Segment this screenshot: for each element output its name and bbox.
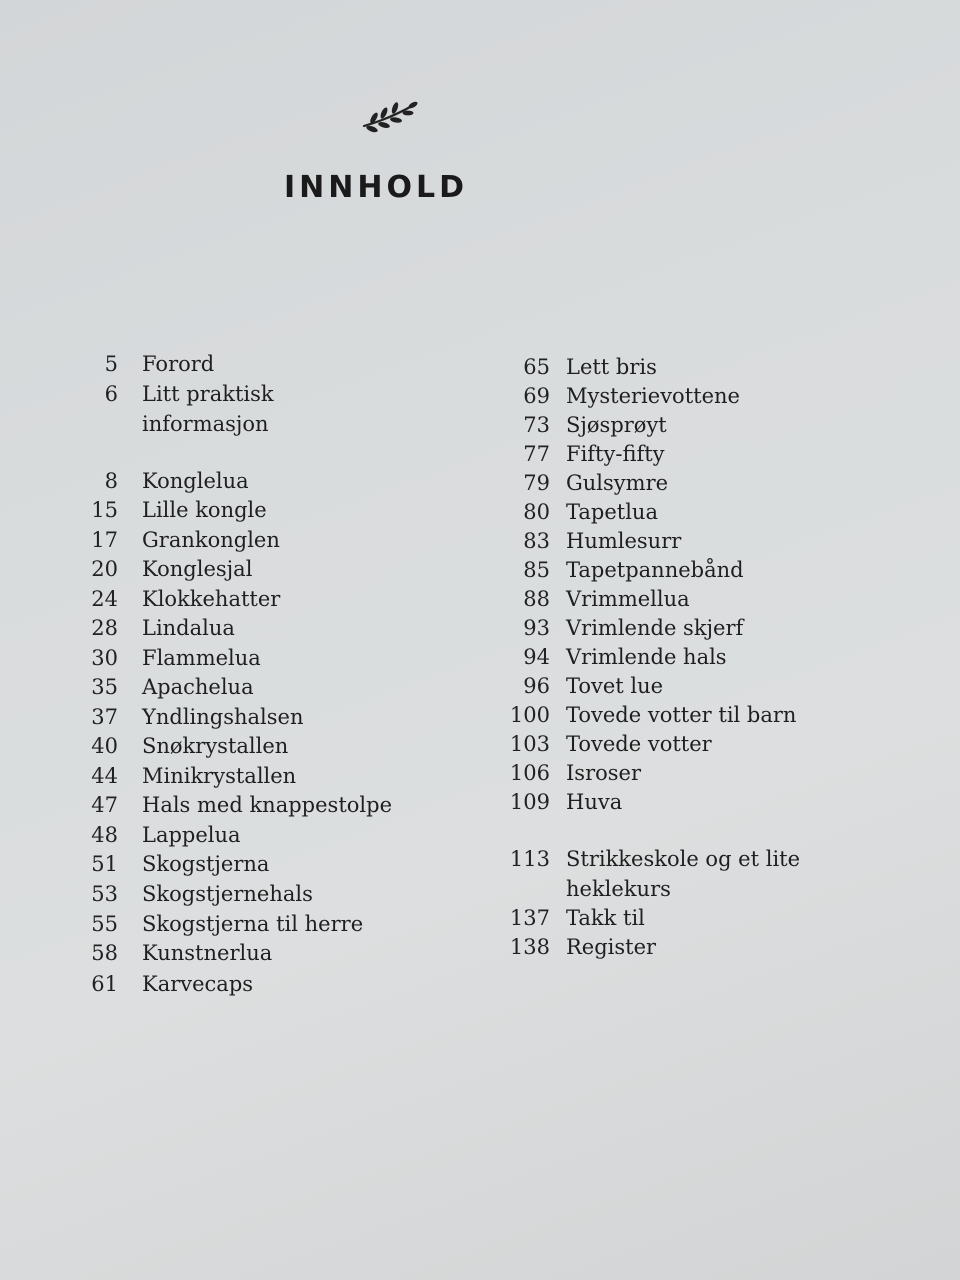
page-title: INNHOLD [284,170,469,205]
toc-entry-title [142,702,304,732]
toc-title-line: Litt praktisk [142,382,274,406]
toc-page-number: 103 [509,732,550,756]
toc-title-line: Gulsymre [566,471,669,495]
toc-title-line: Grankonglen [142,528,280,552]
toc-page-number: 106 [509,761,550,785]
toc-title-line: Strikkeskole og et lite [566,847,801,871]
toc-page-number: 28 [91,616,118,640]
toc-page-number: 35 [91,675,118,699]
toc-entry-title [566,497,658,527]
toc-entry-title [566,903,645,933]
toc-title-line: Sjøsprøyt [566,413,667,437]
toc-title-line: Lett bris [566,355,657,379]
toc-entry-title [566,729,712,759]
toc-title-line: Lappelua [142,823,241,847]
toc-entry-title [142,820,241,850]
toc-page-number: 79 [523,471,550,495]
toc-entry-title [566,932,656,962]
toc-page-number: 61 [91,972,118,996]
toc-entry-title [566,555,744,585]
toc-page-number: 96 [523,674,550,698]
toc-page-number: 8 [104,469,118,493]
toc-page-number: 6 [104,382,118,406]
toc-page-number: 55 [91,912,118,936]
toc-entry-title [142,584,280,614]
toc-title-line: Vrimmellua [566,587,690,611]
toc-title-line: Hals med knappestolpe [142,793,392,817]
toc-title-line: Minikrystallen [142,764,297,788]
toc-title-line: Tapetlua [566,500,658,524]
toc-page-number: 17 [91,528,118,552]
toc-title-line: Flammelua [142,646,261,670]
toc-entry-title [142,554,252,584]
toc-page-number: 80 [523,500,550,524]
toc-entry-title [142,379,274,439]
toc-title-line: Yndlingshalsen [142,705,304,729]
toc-title-line: heklekurs [566,877,671,901]
toc-entry-title [566,758,641,788]
toc-page-number: 85 [523,558,550,582]
toc-entry-title [566,584,690,614]
toc-title-line: Isroser [566,761,641,785]
toc-page-number: 109 [509,790,550,814]
toc-page-number: 69 [523,384,550,408]
toc-page-number: 5 [104,352,118,376]
toc-title-line: Skogstjerna til herre [142,912,364,936]
toc-title-line: Tovede votter [566,732,712,756]
toc-title-line: Konglelua [142,469,249,493]
toc-entry-title [142,790,392,820]
toc-title-line: Forord [142,352,215,376]
toc-entry-title [566,381,740,411]
toc-title-line: Apachelua [142,675,254,699]
toc-title-line: Skogstjernehals [142,882,313,906]
toc-title-line: Snøkrystallen [142,734,289,758]
toc-entry-title [566,844,800,904]
toc-title-line: Tovede votter til barn [566,703,797,727]
toc-entry-title [142,761,296,791]
toc-page-number: 137 [509,906,550,930]
toc-page-number: 24 [91,587,118,611]
toc-title-line: informasjon [142,412,269,436]
toc-entry-title [566,642,727,672]
toc-page-number: 83 [523,529,550,553]
toc-title-line: Lille kongle [142,498,267,522]
toc-page-number: 40 [91,734,118,758]
toc-entry-title [566,671,663,701]
toc-entry-title [142,879,313,909]
toc-entry-title [142,672,254,702]
olive-sprig-icon [358,98,418,138]
toc-entry-title [566,352,657,382]
toc-page-number: 53 [91,882,118,906]
toc-page-number: 138 [509,935,550,959]
toc-page-number: 65 [523,355,550,379]
toc-entry-title [142,909,363,939]
toc-page-number: 113 [509,847,550,871]
toc-page-number: 88 [523,587,550,611]
toc-page-number: 20 [91,557,118,581]
toc-entry-title [566,439,665,469]
toc-title-line: Lindalua [142,616,235,640]
toc-entry-title [142,525,280,555]
toc-title-line: Huva [566,790,623,814]
toc-page-number: 58 [91,941,118,965]
toc-entry-title [566,410,667,440]
toc-page-number: 44 [91,764,118,788]
toc-entry-title [566,613,743,643]
toc-title-line: Fifty-fifty [566,442,665,466]
toc-page-number: 15 [91,498,118,522]
toc-title-line: Tovet lue [566,674,664,698]
toc-page-number: 73 [523,413,550,437]
toc-title-line: Humlesurr [566,529,682,553]
toc-entry-title [566,468,668,498]
toc-page-number: 77 [523,442,550,466]
toc-title-line: Mysterievottene [566,384,740,408]
toc-page-number: 93 [523,616,550,640]
toc-page-number: 100 [509,703,550,727]
toc-title-line: Konglesjal [142,557,253,581]
toc-entry-title [142,938,272,968]
toc-entry-title [566,787,622,817]
toc-entry-title [142,466,249,496]
toc-entry-title [142,643,261,673]
toc-entry-title [142,731,288,761]
toc-page-number: 94 [523,645,550,669]
toc-title-line: Kunstnerlua [142,941,273,965]
toc-title-line: Karvecaps [142,972,254,996]
toc-title-line: Register [566,935,657,959]
toc-entry-title [566,526,681,556]
toc-title-line: Klokkehatter [142,587,281,611]
toc-entry-title [142,969,253,999]
toc-page-number: 51 [91,852,118,876]
toc-page-number: 48 [91,823,118,847]
toc-entry-title [142,849,269,879]
toc-title-line: Takk til [566,906,645,930]
toc-title-line: Tapetpannebånd [566,558,744,582]
toc-entry-title [566,700,796,730]
toc-entry-title [142,495,267,525]
toc-entry-title [142,613,235,643]
toc-title-line: Skogstjerna [142,852,270,876]
toc-page-number: 47 [91,793,118,817]
toc-title-line: Vrimlende hals [566,645,727,669]
toc-page-number: 37 [91,705,118,729]
toc-title-line: Vrimlende skjerf [566,616,744,640]
toc-entry-title [142,349,214,379]
toc-page-number: 30 [91,646,118,670]
